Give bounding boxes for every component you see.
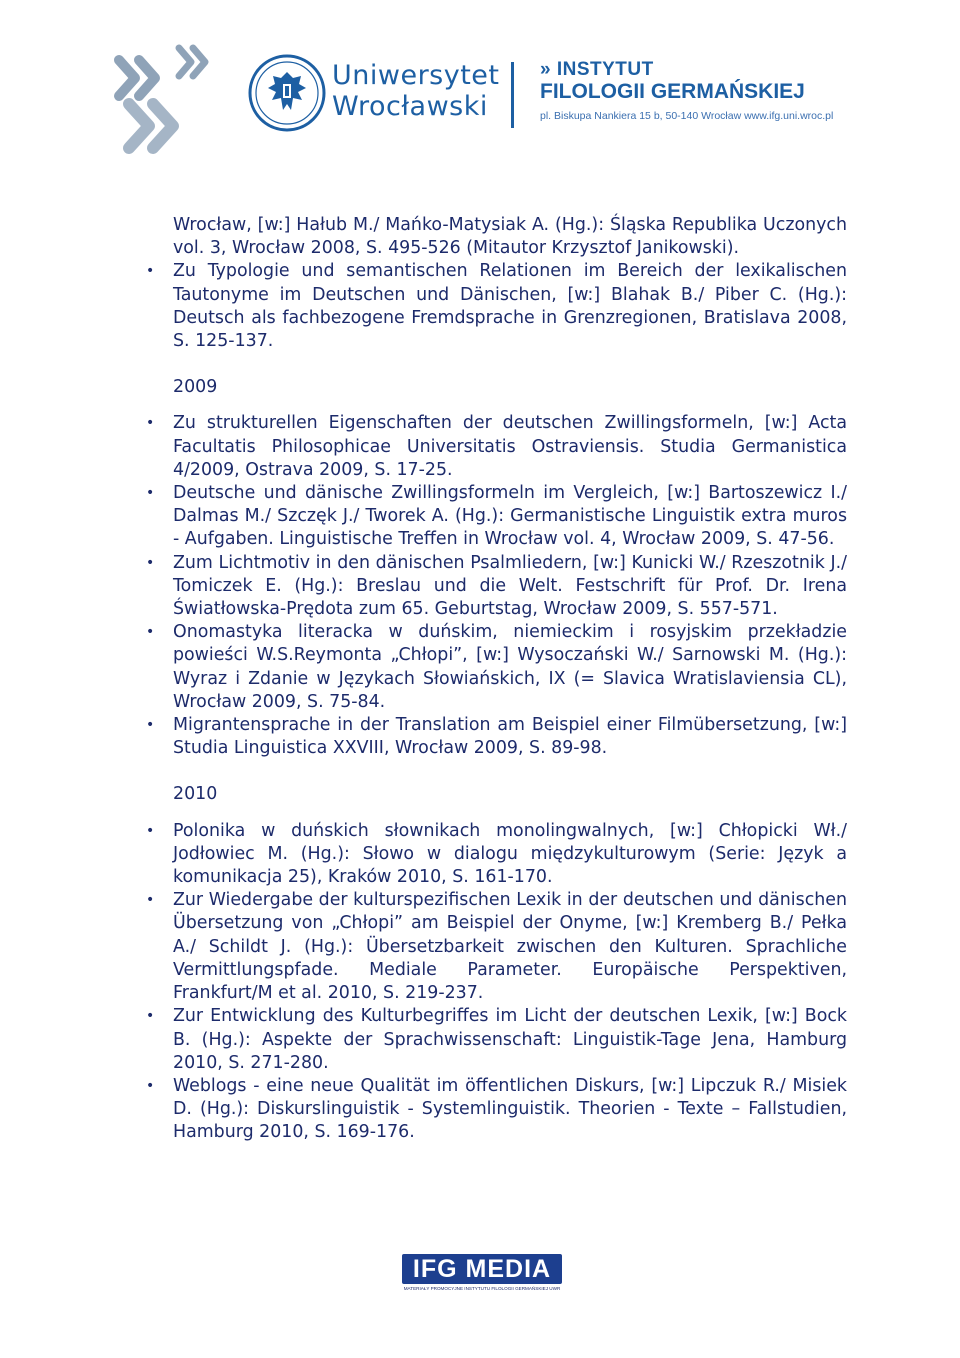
bullet-icon: • xyxy=(146,717,155,734)
publication-entry xyxy=(146,1005,847,1075)
publication-text: Zum Lichtmotiv in den dänischen Psalmliedern, [w:] Kunicki W./ Rzeszotnik J./ Tomiczek E. (Hg.): Breslau und die Welt. Festschrift für Prof. Dr. Irena Światłowska-Prędota zum 65. Geburtstag, Wrocław 2009, S. 557-571. xyxy=(173,552,847,620)
ifg-media-logo xyxy=(402,1254,562,1294)
publication-entry xyxy=(146,260,847,353)
publication-entry xyxy=(146,482,847,552)
publication-entry xyxy=(146,889,847,1005)
publication-entry xyxy=(146,412,847,482)
bullet-icon: • xyxy=(146,624,155,641)
publication-text: Onomastyka literacka w duńskim, niemieckim i rosyjskim przekładzie powieści W.S.Reymonta „Chłopi”, [w:] Wysoczański W./ Sarnowski M. (Hg.): Wyraz i Zdanie w Językach Słowiańskich, IX (= Slavica Wratislaviensia CL), Wrocław 2009, S. 75-84. xyxy=(173,622,847,712)
year-heading-2009: 2009 xyxy=(173,377,218,398)
publication-entry xyxy=(146,714,847,760)
chevron-decoration-icon xyxy=(105,42,215,162)
institute-address: pl. Biskupa Nankiera 15 b, 50-140 Wrocław www.ifg.uni.wroc.pl xyxy=(540,110,834,122)
publication-entry xyxy=(146,552,847,622)
publication-entry xyxy=(146,1075,847,1145)
institute-title: FILOLOGII GERMAŃSKIEJ xyxy=(540,80,805,103)
publication-text: Deutsche und dänische Zwillingsformeln im Vergleich, [w:] Bartoszewicz I./ Dalmas M./ Szczęk J./ Tworek A. (Hg.): Germanistische Linguistik extra muros - Aufgaben. Linguistische Treffen in Wrocław vol. 4, Wrocław 2009, S. 47-56. xyxy=(173,483,847,550)
university-name xyxy=(332,60,500,122)
bullet-icon: • xyxy=(146,415,155,432)
bullet-icon: • xyxy=(146,892,155,909)
logo-subtitle: MATERIAŁY PROMOCYJNE INSTYTUTU FILOLOGII GERMAŃSKIEJ UWR xyxy=(403,1286,561,1291)
university-name-line2: Wrocławski xyxy=(332,91,488,122)
year-heading-2010: 2010 xyxy=(173,784,218,805)
letterhead xyxy=(0,0,960,170)
publication-entry xyxy=(146,621,847,714)
bullet-icon: • xyxy=(146,1008,155,1025)
bullet-icon: • xyxy=(146,1077,155,1094)
publication-list xyxy=(146,214,847,1145)
bullet-icon: • xyxy=(146,554,155,571)
header-divider xyxy=(511,62,514,128)
publication-text: Zu Typologie und semantischen Relationen im Bereich der lexikalischen Tautonyme im Deutschen und Dänischen, [w:] Blahak B./ Piber C. (Hg.): Deutsch als fachbezogene Fremdsprache in Grenzregionen, Bratislava 2008, S. 125-137. xyxy=(173,261,847,352)
publication-entry xyxy=(146,820,847,890)
bullet-icon: • xyxy=(146,822,155,839)
institute-name xyxy=(540,60,833,124)
logo-text: IFG MEDIA xyxy=(412,1255,552,1283)
bullet-icon: • xyxy=(146,263,155,280)
institute-label: » INSTYTUT xyxy=(540,59,654,80)
bullet-icon: • xyxy=(146,485,155,502)
publication-text: Migrantensprache in der Translation am Beispiel einer Filmübersetzung, [w:] Studia Linguistica XXVIII, Wrocław 2009, S. 89-98. xyxy=(173,715,847,759)
university-seal-icon xyxy=(248,54,326,132)
publication-text: Zur Wiedergabe der kulturspezifischen Lexik in der deutschen und dänischen Übersetzung von „Chłopi” am Beispiel der Onyme, [w:] Kremberg B./ Pełka A./ Schildt J. (Hg.): Übersetzbarkeit zwischen den Kulturen. Sprachliche Vermittlungspfade. Mediale Parameter. Europäische Perspektiven, Frankfurt/M et al. 2010, S. 219-237. xyxy=(173,890,847,1004)
publication-text: Zu strukturellen Eigenschaften der deutschen Zwillingsformeln, [w:] Acta Facultatis Philosophicae Universitatis Ostraviensis. Studia Germanistica 4/2009, Ostrava 2009, S. 17-25. xyxy=(173,413,847,480)
publication-text: Weblogs - eine neue Qualität im öffentlichen Diskurs, [w:] Lipczuk R./ Misiek D. (Hg.): Diskurslinguistik - Systemlinguistik. Theorien - Texte – Fallstudien, Hamburg 2010, S. 169-176. xyxy=(173,1075,847,1143)
university-name-line1: Uniwersytet xyxy=(332,60,500,91)
entry-continuation: Wrocław, [w:] Hałub M./ Mańko-Matysiak A. (Hg.): Śląska Republika Uczonych vol. 3, Wrocław 2008, S. 495-526 (Mitautor Krzysztof Janikowski). xyxy=(173,215,847,259)
publication-text: Polonika w duńskich słownikach monolingwalnych, [w:] Chłopicki Wł./ Jodłowiec M. (Hg.): Słowo w dialogu międzykulturowym (Serie: Język a komunikacja 25), Kraków 2010, S. 161-170. xyxy=(173,820,847,888)
publication-text: Zur Entwicklung des Kulturbegriffes im Licht der deutschen Lexik, [w:] Bock B. (Hg.): Aspekte der Sprachwissenschaft: Linguistik-Tage Jena, Hamburg 2010, S. 271-280. xyxy=(173,1006,847,1073)
